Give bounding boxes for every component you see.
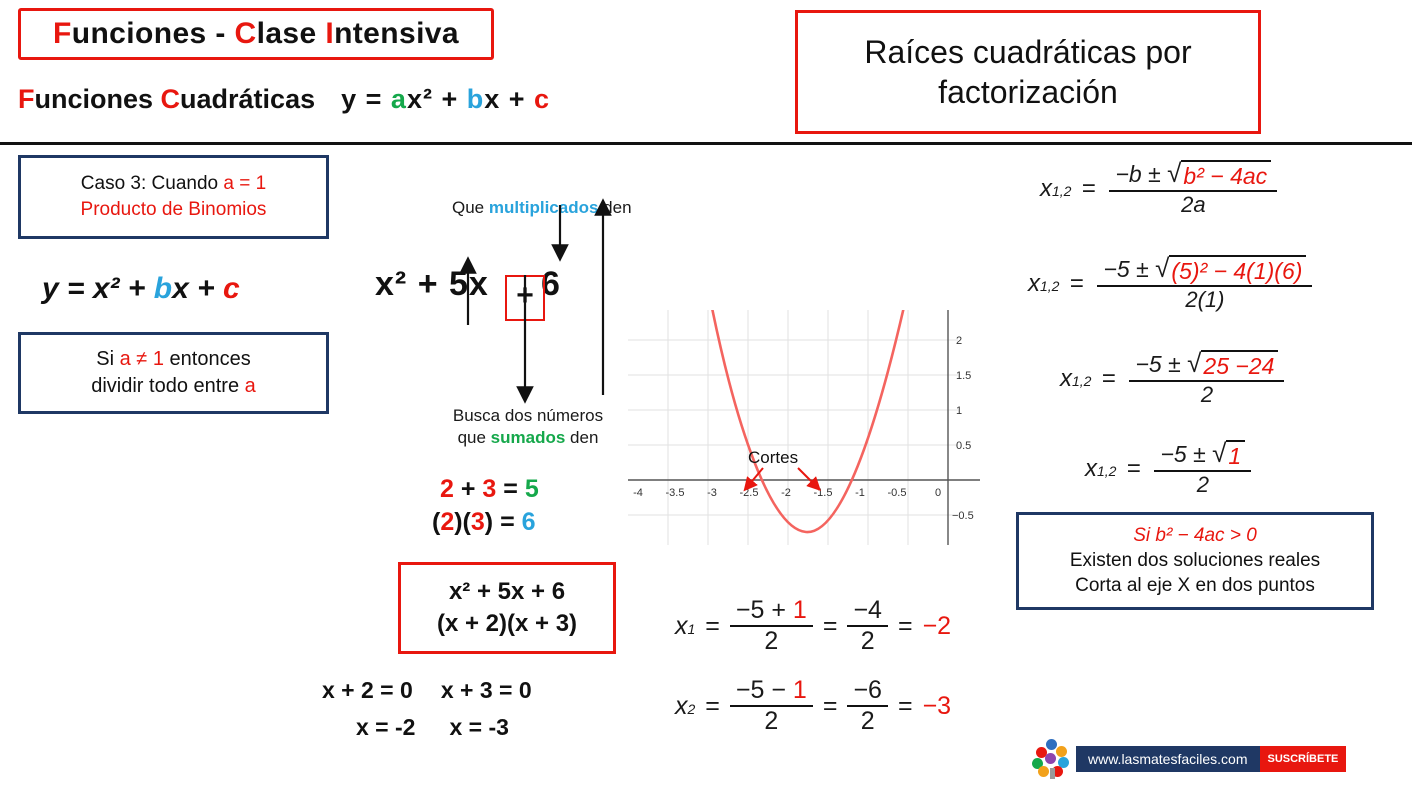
y-tick-label: 2 [956,335,963,347]
product-result-line: (2)(3) = 6 [432,508,536,536]
multiply-hint-label: Que multiplicados den [452,198,632,217]
root-value-1: x = -2 [356,713,416,740]
divide-note-box [18,332,329,414]
sol2-result: −3 [922,691,952,720]
subtitle-row [18,78,778,120]
sol2-mid-denominator: 2 [860,707,875,735]
subtitle: Funciones Cuadráticas [18,83,316,114]
qf-denominator: 2a [1181,192,1206,217]
factor-box-expression: x² + 5x + 6 [448,578,566,605]
quadratic-step-3: x1,2 = −5 ± √ 25 −24 2 [1060,350,1284,408]
cortes-label: Cortes [748,448,799,467]
sol1-mid-denominator: 2 [860,627,875,655]
topic-title: Raíces cuadráticas por factorización [864,34,1192,110]
sum-result-line: 2 + 3 = 5 [440,475,539,503]
case-box-line1: Caso 3: Cuando a = 1 [80,173,267,194]
topic-box [795,10,1261,134]
subscribe-button[interactable] [1260,746,1347,772]
case-box-line2: Producto de Binomios [80,199,267,220]
watermark [1032,738,1394,780]
x-tick-label: -0.5 [887,487,907,499]
parabola-graph [628,310,988,560]
step4-numerator: −5 ± √ 1 [1154,440,1251,470]
step3-numerator: −5 ± √ 25 −24 [1129,350,1284,380]
x-tick-label: -3 [707,487,717,499]
sol1-numerator: −5 + 1 [735,596,807,624]
divide-note-line1: Si a ≠ 1 entonces [96,348,251,370]
x-tick-label: -2.5 [739,487,759,499]
sol1-mid-numerator: −4 [853,596,882,624]
sol2-mid-numerator: −6 [853,676,882,704]
general-quadratic-formula: y = ax² + bx + c [341,83,551,114]
logo-icon [1032,738,1074,780]
root-value-2: x = -3 [449,713,509,740]
sol1-result: −2 [922,611,952,640]
y-tick-label: 1.5 [956,370,972,382]
plus-sign: + [516,279,534,312]
sum-hint-label: Busca dos números que sumados den [452,406,604,448]
subscribe-label: SUSCRÍBETE [1267,753,1339,765]
step2-denominator: 2(1) [1185,287,1225,312]
root-eq-1: x + 2 = 0 [322,677,413,703]
discriminant-condition: Si b² − 4ac > 0 [1133,525,1257,546]
step3-denominator: 2 [1200,382,1214,407]
quadratic-step-2: x1,2 = −5 ± √ (5)² − 4(1)(6) 2(1) [1028,255,1312,313]
solution-1: x1 = $\frac{-5 + 1}{2}$ = $\frac{-4}{2}$ = −2 [675,596,952,655]
quadratic-step-4: x1,2 = −5 ± √ 1 2 [1085,440,1251,498]
y-tick-label: −0.5 [952,510,974,522]
divide-note-line2: dividir todo entre a [91,375,256,397]
root-equations [322,672,532,746]
step4-denominator: 2 [1196,472,1209,497]
step2-lhs: x1,2 [1028,270,1060,297]
y-tick-label: 1 [956,405,963,417]
root-equations-row-1 [322,672,532,709]
y-tick-label: 0.5 [956,440,972,452]
quadratic-formula-general: x1,2 = −b ± √ b² − 4ac 2a [1040,160,1277,218]
qf-numerator: −b ± √ b² − 4ac [1109,160,1277,190]
factor-box-factors: (x + 2)(x + 3) [436,610,578,637]
step3-lhs: x1,2 [1060,365,1092,392]
lesson-title: Funciones - Clase Intensiva [53,17,459,50]
sol1-lhs: x1 [675,611,696,640]
root-equations-row-2 [322,709,532,746]
discriminant-line2: Existen dos soluciones reales [1069,550,1321,571]
sol2-lhs: x2 [675,691,696,720]
case-box [18,155,329,239]
discriminant-line3: Corta al eje X en dos puntos [1075,575,1315,596]
step4-lhs: x1,2 [1085,455,1117,482]
x-tick-label: -1 [855,487,865,499]
x-tick-label: -2 [781,487,791,499]
x-tick-label: 0 [934,487,942,499]
qf-lhs: x1,2 [1040,175,1072,202]
root-eq-2: x + 3 = 0 [440,677,532,703]
x-tick-label: -1.5 [813,487,833,499]
x-tick-label: -4 [633,487,643,499]
lesson-title-box [18,8,494,60]
header-divider [0,142,1412,145]
step2-numerator: −5 ± √ (5)² − 4(1)(6) [1097,255,1312,285]
sol2-numerator: −5 − 1 [735,676,807,704]
factorization-result-box [398,562,616,654]
discriminant-note-box [1016,512,1374,610]
expression-to-factor: x² + 5x 6 [375,265,561,303]
website-url-text: www.lasmatesfaciles.com [1088,751,1248,767]
sol1-denominator: 2 [764,627,779,655]
x-tick-label: -3.5 [665,487,685,499]
sol2-denominator: 2 [764,707,779,735]
solution-2: x2 = $\frac{-5 - 1}{2}$ = $\frac{-6}{2}$ = −3 [675,676,952,735]
website-url[interactable] [1076,746,1260,772]
base-equation: y = x² + bx + c [42,272,240,305]
